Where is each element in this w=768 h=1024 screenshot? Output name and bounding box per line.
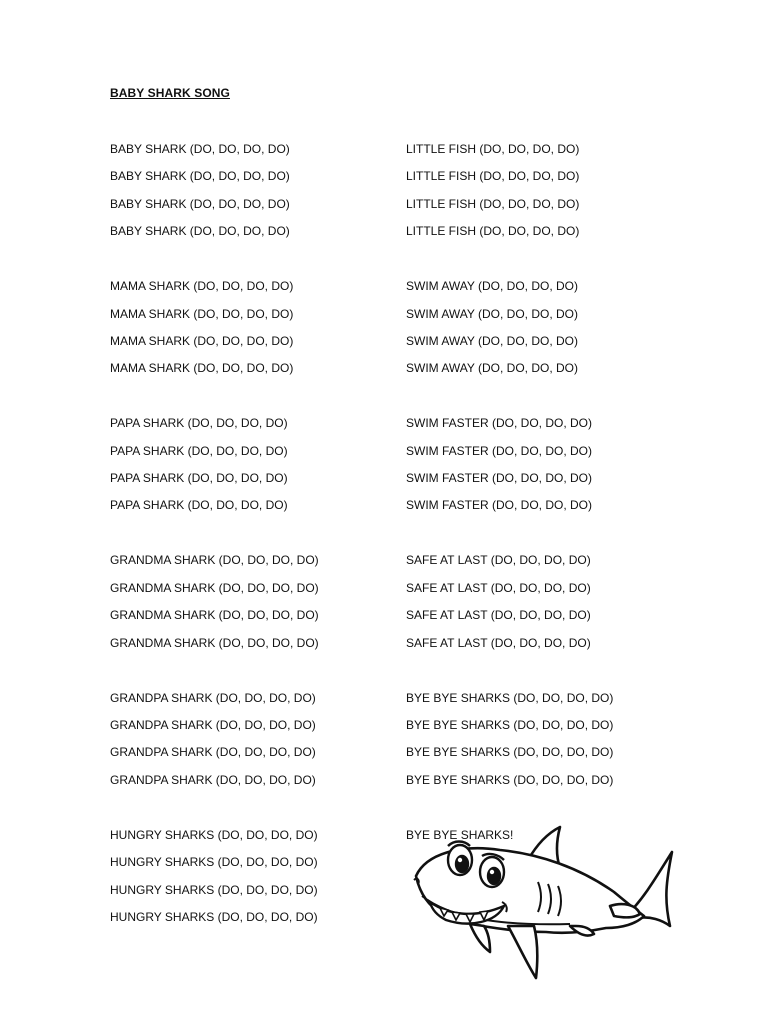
stanza-baby-shark xyxy=(110,141,410,251)
stanza-mama-shark xyxy=(110,278,410,388)
lyric-line: SWIM AWAY (DO, DO, DO, DO) xyxy=(406,306,579,321)
lyric-line: BYE BYE SHARKS (DO, DO, DO, DO) xyxy=(406,745,614,760)
lyric-line: GRANDPA SHARK (DO, DO, DO, DO) xyxy=(110,772,316,787)
lyric-line: SWIM FASTER (DO, DO, DO, DO) xyxy=(406,471,592,486)
lyric-line: SAFE AT LAST (DO, DO, DO, DO) xyxy=(406,580,591,595)
stanza-bye-bye-sharks xyxy=(406,690,706,800)
lyric-line: MAMA SHARK (DO, DO, DO, DO) xyxy=(110,333,294,348)
finale-line: BYE BYE SHARKS! xyxy=(406,827,514,842)
lyric-line: SWIM AWAY (DO, DO, DO, DO) xyxy=(406,333,579,348)
stanza-papa-shark xyxy=(110,415,410,525)
song-title: BABY SHARK SONG xyxy=(110,86,230,100)
stanza-safe-at-last xyxy=(406,552,706,662)
lyric-line: SWIM AWAY (DO, DO, DO, DO) xyxy=(406,279,579,294)
lyric-line: GRANDPA SHARK (DO, DO, DO, DO) xyxy=(110,690,316,705)
lyric-line: GRANDMA SHARK (DO, DO, DO, DO) xyxy=(110,635,319,650)
lyric-line: BYE BYE SHARKS (DO, DO, DO, DO) xyxy=(406,772,614,787)
lyric-line: GRANDPA SHARK (DO, DO, DO, DO) xyxy=(110,718,316,733)
right-lyrics-column xyxy=(406,141,706,843)
lyric-line: BYE BYE SHARKS (DO, DO, DO, DO) xyxy=(406,690,614,705)
lyric-line: LITTLE FISH (DO, DO, DO, DO) xyxy=(406,196,580,211)
lyric-line: SWIM AWAY (DO, DO, DO, DO) xyxy=(406,361,579,376)
lyric-line: HUNGRY SHARKS (DO, DO, DO, DO) xyxy=(110,827,318,842)
left-lyrics-column xyxy=(110,141,410,964)
stanza-little-fish xyxy=(406,141,706,251)
lyric-line: HUNGRY SHARKS (DO, DO, DO, DO) xyxy=(110,855,318,870)
lyric-line: GRANDMA SHARK (DO, DO, DO, DO) xyxy=(110,553,319,568)
stanza-hungry-sharks xyxy=(110,827,410,937)
lyric-line: LITTLE FISH (DO, DO, DO, DO) xyxy=(406,142,580,156)
lyric-line: SAFE AT LAST (DO, DO, DO, DO) xyxy=(406,635,591,650)
lyric-line: HUNGRY SHARKS (DO, DO, DO, DO) xyxy=(110,909,318,924)
lyric-line: LITTLE FISH (DO, DO, DO, DO) xyxy=(406,169,580,184)
stanza-swim-away xyxy=(406,278,706,388)
lyric-line: SWIM FASTER (DO, DO, DO, DO) xyxy=(406,416,592,431)
lyric-line: BABY SHARK (DO, DO, DO, DO) xyxy=(110,169,290,184)
lyric-line: GRANDMA SHARK (DO, DO, DO, DO) xyxy=(110,580,319,595)
lyric-line: PAPA SHARK (DO, DO, DO, DO) xyxy=(110,471,288,486)
lyric-line: PAPA SHARK (DO, DO, DO, DO) xyxy=(110,443,288,458)
lyric-line: GRANDMA SHARK (DO, DO, DO, DO) xyxy=(110,608,319,623)
stanza-swim-faster xyxy=(406,415,706,525)
lyric-line: SAFE AT LAST (DO, DO, DO, DO) xyxy=(406,608,591,623)
cartoon-shark-icon xyxy=(400,822,682,982)
lyric-line: BABY SHARK (DO, DO, DO, DO) xyxy=(110,196,290,211)
stanza-grandpa-shark xyxy=(110,690,410,800)
stanza-grandma-shark xyxy=(110,552,410,662)
lyric-line: MAMA SHARK (DO, DO, DO, DO) xyxy=(110,306,294,321)
lyric-line: SAFE AT LAST (DO, DO, DO, DO) xyxy=(406,553,591,568)
lyric-line: SWIM FASTER (DO, DO, DO, DO) xyxy=(406,443,592,458)
lyric-line: MAMA SHARK (DO, DO, DO, DO) xyxy=(110,279,294,294)
lyric-line: BYE BYE SHARKS (DO, DO, DO, DO) xyxy=(406,718,614,733)
lyric-line: BABY SHARK (DO, DO, DO, DO) xyxy=(110,142,290,156)
lyric-line: GRANDPA SHARK (DO, DO, DO, DO) xyxy=(110,745,316,760)
lyric-line: SWIM FASTER (DO, DO, DO, DO) xyxy=(406,498,592,513)
lyric-line: LITTLE FISH (DO, DO, DO, DO) xyxy=(406,224,580,239)
lyric-line: BABY SHARK (DO, DO, DO, DO) xyxy=(110,224,290,239)
lyric-line: HUNGRY SHARKS (DO, DO, DO, DO) xyxy=(110,882,318,897)
lyric-line: PAPA SHARK (DO, DO, DO, DO) xyxy=(110,498,288,513)
lyric-line: PAPA SHARK (DO, DO, DO, DO) xyxy=(110,416,288,431)
lyric-line: MAMA SHARK (DO, DO, DO, DO) xyxy=(110,361,294,376)
